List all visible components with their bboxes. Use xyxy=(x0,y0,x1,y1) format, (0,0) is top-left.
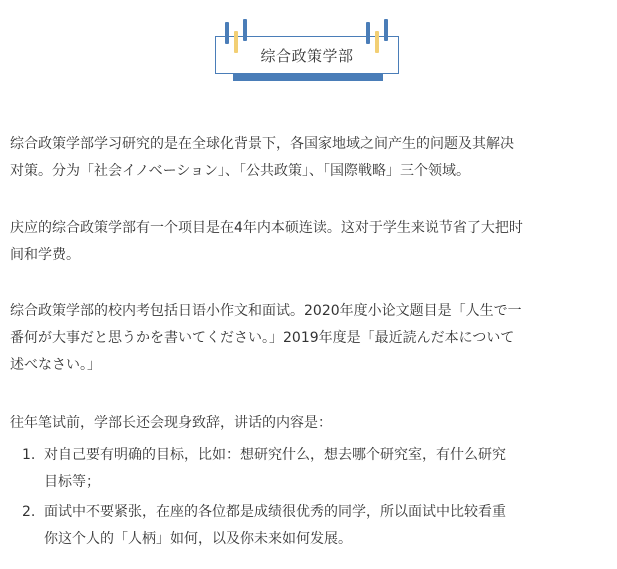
paragraph-line: 番何が大事だと思うかを書いてください。」2019年度是「最近読んだ本について xyxy=(10,330,515,346)
page-title: 综合政策学部 xyxy=(260,46,354,65)
list-item-line: 目标等； xyxy=(44,474,100,490)
list-item xyxy=(22,442,607,496)
paragraph-line: 综合政策学部的校内考包括日语小作文和面试。2020年度小论文题目是「人生で一 xyxy=(10,303,522,319)
paragraph-intro xyxy=(10,131,607,185)
decor-bar-yellow-left xyxy=(234,31,238,53)
list-item-line: 你这个人的「人柄」如何，以及你未来如何发展。 xyxy=(44,531,352,547)
list-item-line: 对自己要有明确的目标，比如：想研究什么，想去哪个研究室，有什么研究 xyxy=(44,447,506,463)
paragraph-line: 述べなさい。」 xyxy=(10,357,101,373)
decor-bar-blue-right-1 xyxy=(366,22,370,44)
paragraph-line: 间和学费。 xyxy=(10,247,80,263)
list-marker: 2. xyxy=(22,504,36,520)
paragraph-exam xyxy=(10,298,607,379)
title-badge-shadow xyxy=(233,74,383,81)
list-item-line: 面试中不要紧张，在座的各位都是成绩很优秀的同学，所以面试中比较看重 xyxy=(44,504,506,520)
decor-bar-blue-right-2 xyxy=(384,19,388,41)
numbered-list xyxy=(22,442,607,553)
paragraph-line: 往年笔试前，学部长还会现身致辞，讲话的内容是： xyxy=(10,415,332,431)
decor-bar-yellow-right xyxy=(375,31,379,53)
decor-bar-blue-left-1 xyxy=(225,22,229,44)
list-marker: 1. xyxy=(22,447,36,463)
paragraph-line: 综合政策学部学习研究的是在全球化背景下，各国家地域之间产生的问题及其解决 xyxy=(10,136,514,152)
title-badge xyxy=(215,36,399,74)
paragraph-line: 庆应的综合政策学部有一个项目是在4年内本硕连读。这对于学生来说节省了大把时 xyxy=(10,220,523,236)
paragraph-program xyxy=(10,215,607,269)
paragraph-speech-intro xyxy=(10,410,607,437)
paragraph-line: 对策。分为「社会イノベーション」、「公共政策」、「国際戦略」三个领域。 xyxy=(10,163,471,179)
list-item xyxy=(22,499,607,553)
decor-bar-blue-left-2 xyxy=(243,19,247,41)
